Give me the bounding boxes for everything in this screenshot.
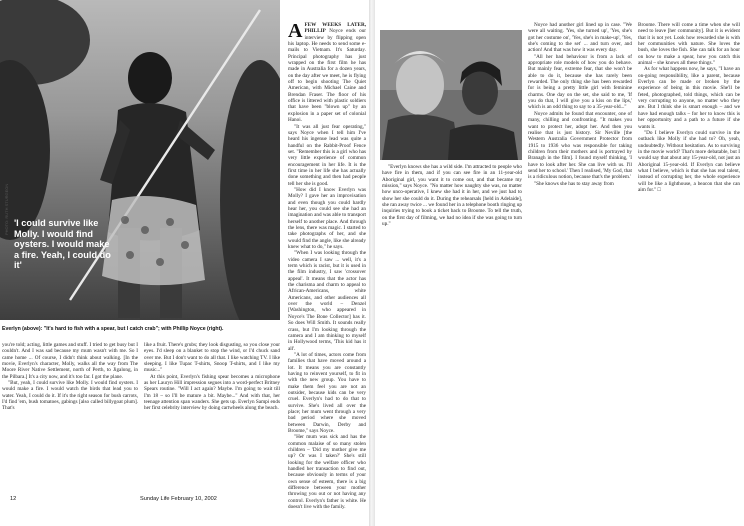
paragraph: Broome. There will come a time when she will need to leave [her community]. But it is evident that it is not yet. Look how rewarded she is with her communities with nature. She loves the bush, she loves the fish. She can talk for an hour on how to make a spear, how you catch this animal – she knows all these things."	[638, 22, 740, 67]
article-column-6	[638, 22, 740, 193]
photo-credit	[4, 227, 9, 235]
paragraph: "Her mum was sick and has the common malaise of so many stolen children – 'Did my mother give me up? Or was I taken?' She's still looking for the welfare officer who handled her transaction to find out, because obviously in terms of your own sense of esteem, there is a big difference between your mother throwing you out or not having any control. Everlyn's father is white. He doesn't live with the family.	[288, 434, 366, 511]
masthead-date: Sunday Life February 10, 2002	[140, 496, 217, 502]
paragraph: "But, yeah, I could survive like Molly. I would find oysters. I would make a fire. I would watch the birds that lead you to water. Yeah, I could do it. If it's the right season for bush carrots, I'd find 'em, bush tomatoes, gabings [also called billygoat plum]. That's	[2, 380, 138, 412]
noyce-and-everlyn-image	[380, 30, 522, 160]
paragraph: "She knows she has to stay away from	[534, 180, 614, 187]
paragraph: Noyce ends our interview by flipping open his laptop. He needs to send some e-mails to Vietnam. It's Saturday. Principal photography has just wrapped on the first film he has made in Australia for a dozen years, on the day after we meet, he is flying off to begin shooting The Quiet American, with Michael Caine and Brendan Fraser. The floor of his office is littered with plastic soldiers that have been "blown up" by an explosion in a paper set of colonial Hanoi.	[288, 28, 367, 124]
article-column-2	[2, 342, 138, 412]
caption-text: Everlyn (above): "It's hard to fish with a spear, but I catch crab"; with Phillip Noyce (right).	[2, 326, 224, 332]
paragraph: Noyce admits he found that encounter, one of many, chilling and confronting. "It makes you want to protect her, adopt her. And then you realise that is just history. Sir Neville [the Western Australia Government Protector from 1915 to 1936 who was responsible for taking children from their mothers and is portrayed by Branagh in the film]. I found myself thinking, 'I have to look after her. She can live with us. I'll send her to school.' Then I realised, 'My God, that is a ridiculous notion, because that's the problem.'	[528, 110, 632, 181]
paragraph: "All her bad behaviour is from a lack of appropriate role models of how you do behave. But mainly fear, extreme fear, that she won't be able to do it, because she has rarely been rewarded. The only thing she has been rewarded for is being a pretty little girl with feminine charms. One day on the set, she said to me, 'If you do that, I will give you a kiss on the lips,' which is an odd thing to say to a 35-year-old..."	[528, 53, 632, 111]
left-page	[0, 0, 370, 526]
intro-caps: FEW WEEKS LATER, PHILLIP	[304, 22, 366, 35]
paragraph: you're told; acting, little games and stuff. I tried to get busy but I couldn't. And I was sad because my mum wasn't with me. So I came home ... Of course, I didn't think about walking. [In the movie, Everlyn's character, Molly, walks all the way from The Moore River Native Settlement, north of Perth, to Jigalong, in the Pilbara.] It's a city now, and it's too far. I got the plane.	[2, 342, 138, 380]
paragraph: "When I was looking through the video camera I saw ... well, it's a term which is racist, but it is used in the film industry, I saw 'crossover appeal'. It means that the actor has the charisma and charm to appeal to African-Americans, white Americans, and other audiences all over the world – Denzel [Washington, who appeared in Noyce's The Bone Collector] has it. So does Will Smith. It sounds really crass, but I'm looking through the camera and I am thinking to myself in Hollywood terms, 'This kid has it all'.	[288, 250, 366, 352]
noyce-photo	[380, 30, 522, 160]
page-number: 12	[10, 496, 17, 502]
paragraph: "Do I believe Everlyn could survive in the outback like Molly if she had to? Oh, yeah, undoubtedly. Without hesitation. As to surviving in the movie world? That's more debatable, but I would say that about any 15-year-old, not just an Aboriginal 15-year-old. If Everlyn can believe what I believe, which is that she has real talent, instead of corrupting her, the whole experience will be like a lighthouse, a beacon that she can aim for." □	[638, 129, 740, 193]
photo-caption	[2, 326, 280, 332]
pull-quote: 'I could survive like Molly. I would find oysters. I would make a fire. Yeah, I could do it'	[14, 218, 111, 271]
paragraph: "A lot of times, actors come from families that have moved around a lot. It means you are constantly having to reinvent yourself, to fit in with the new group. You have to make them feel you are not an outsider, because kids can be very cruel. Everlyn's had to do that to survive. She's lived all over the place; her mum went through a very bad period where she moved between Darwin, Derby and Broome," says Noyce.	[288, 351, 366, 434]
paragraph: "How did I know Everlyn was Molly? I gave her an improvisation and even though you could hardly hear her, you could see she had an imagination and was able to transport herself to another place. And through the lens, there was magic. I started to take photographs of her, and she would find the angle, like she already knew what to do," he says.	[288, 186, 366, 251]
drop-cap: A	[288, 20, 303, 42]
paragraph: As for what happens now, he says, "I have an on-going responsibility, like a parent, because Everlyn can be made or broken by the experience of being in this movie. She'll be feted, photographed, told things, which can be very corrupting to anyone, no matter who they are. But I think she is smart enough – and we have had enough talks – for her to know this is her opportunity and a path to a future if she wants it.	[638, 66, 740, 130]
article-column-4	[382, 164, 522, 227]
paragraph: At this point, Everlyn's fishing spear becomes a microphone as her Lauryn Hill impression segues into a word-perfect Britney Spears routine. "Will I act again? Maybe. I'm going to wait till I'm 18 – so I'll be mature a bit. Maybe..." And with that, her teenage attention span wanders. She gets up. Everlyn Sampi ends her first celebrity interview by doing cartwheels along the beach.	[144, 373, 280, 412]
article-column-3	[144, 342, 280, 412]
everlyn-photo	[0, 0, 280, 320]
paragraph: "Everlyn knows she has a wild side. I'm attracted to people who have fire in them, and if you can see fire in an 11-year-old Aboriginal girl, you want it to come out, and that became my mission," says Noyce. "No matter how naughty she was, no matter how unco-operative, I knew she had it in her, and we just had to show her she could do it. During the rehearsals [held in Adelaide], she ran away twice ... we found her in a telephone booth ringing up inquiries trying to book a ticket back to Broome. To tell the truth, on the first day of filming, we had no idea if she was going to turn up."	[382, 164, 522, 228]
right-page	[374, 0, 744, 526]
paragraph: like a fruit. There's grubs; they look disgusting, so you close your eyes. I'd sleep on a blanket to stop the wind, or I'd chuck sand over me. But I don't want to do all that. I like watching TV. I like sleeping. I like Tupac T-shirts, Snoop T-shirts, and I like my music..."	[144, 342, 280, 374]
paragraph: "It was all just fear operating," says Noyce when I tell him I've heard his ingenue lead was quite a handful on the Rabbit-Proof Fence set. "Remember this is a girl who has very little experience of common encouragement in her life. It is the first time in her life she has actually done something and then had people tell her she is good.	[288, 123, 366, 187]
spear-fishing-image	[0, 0, 280, 320]
article-column-5	[528, 22, 632, 187]
article-column-1	[288, 22, 366, 510]
paragraph: Noyce had another girl lined up in case. "We were all waiting. 'Yes, she turned up', 'Yes, she's got her costume on', 'Yes, she's in make-up', 'Yes, she's coming to the set' ... and turn over, and action! And that was how it was every day.	[528, 22, 632, 54]
article-intro	[288, 22, 366, 124]
